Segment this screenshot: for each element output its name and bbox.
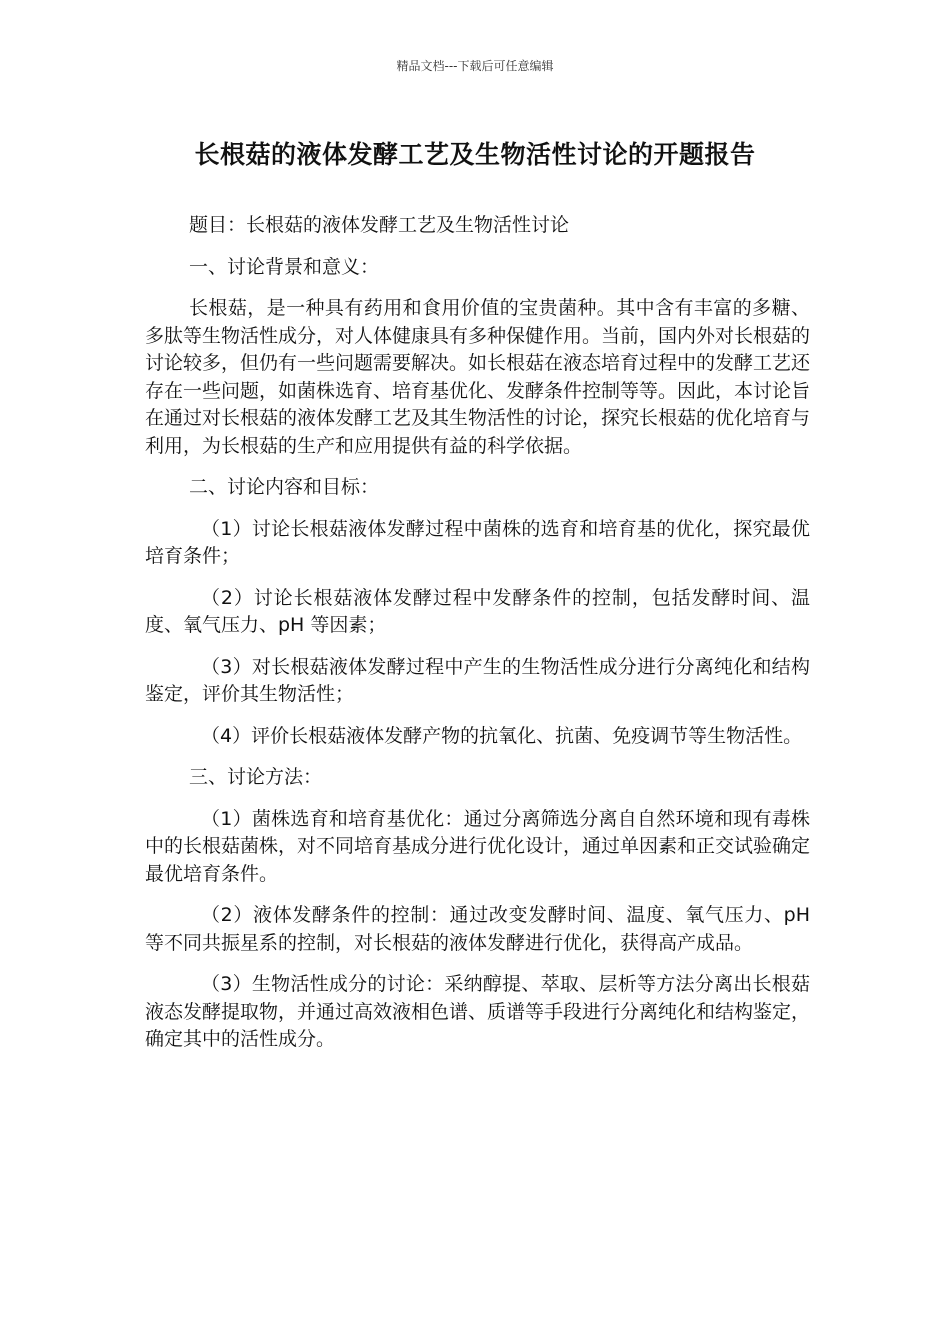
topic-line: 题目：长根菇的液体发酵工艺及生物活性讨论 [189,214,570,236]
section3-item-2: （2）液体发酵条件的控制：通过改变发酵时间、温度、氧气压力、pH 等不同共振星系的控制，对长根菇的液体发酵进行优化，获得高产成品。 [145,904,810,954]
section1-heading: 一、讨论背景和意义： [189,255,380,278]
section2-item-3: （3）对长根菇液体发酵过程中产生的生物活性成分进行分离纯化和结构鉴定，评价其生物活性； [145,655,810,705]
section3-heading: 三、讨论方法： [189,766,323,788]
document-body [145,212,810,1068]
section2-item-4: （4）评价长根菇液体发酵产物的抗氧化、抗菌、免疫调节等生物活性。 [201,724,803,747]
header-note: 精品文档---下载后可任意编辑 [396,59,554,73]
section2-item-1: （1）讨论长根菇液体发酵过程中菌株的选育和培育基的优化，探究最优培育条件； [145,517,810,567]
section1-body: 长根菇，是一种具有药用和食用价值的宝贵菌种。其中含有丰富的多糖、多肽等生物活性成分，对人体健康具有多种保健作用。当前，国内外对长根菇的讨论较多，但仍有一些问题需要解决。如长根菇在液态培育过程中的发酵工艺还存在一些问题，如菌株选育、培育基优化、发酵条件控制等等。因此，本讨论旨在通过对长根菇的液体发酵工艺及其生物活性的讨论，探究长根菇的优化培育与利用，为长根菇的生产和应用提供有益的科学依据。 [145,297,811,457]
document-title: 长根菇的液体发酵工艺及生物活性讨论的开题报告 [194,140,756,169]
section3-item-1: （1）菌株选育和培育基优化：通过分离筛选分离自自然环境和现有毒株中的长根菇菌株，对不同培育基成分进行优化设计，通过单因素和正交试验确定最优培育条件。 [145,807,811,885]
section2-heading: 二、讨论内容和目标： [189,476,380,498]
section3-item-3: （3）生物活性成分的讨论：采纳醇提、萃取、层析等方法分离出长根菇液态发酵提取物，并通过高效液相色谱、质谱等手段进行分离纯化和结构鉴定，确定其中的活性成分。 [145,973,811,1050]
section2-item-2: （2）讨论长根菇液体发酵过程中发酵条件的控制，包括发酵时间、温度、氧气压力、pH 等因素； [145,586,810,636]
